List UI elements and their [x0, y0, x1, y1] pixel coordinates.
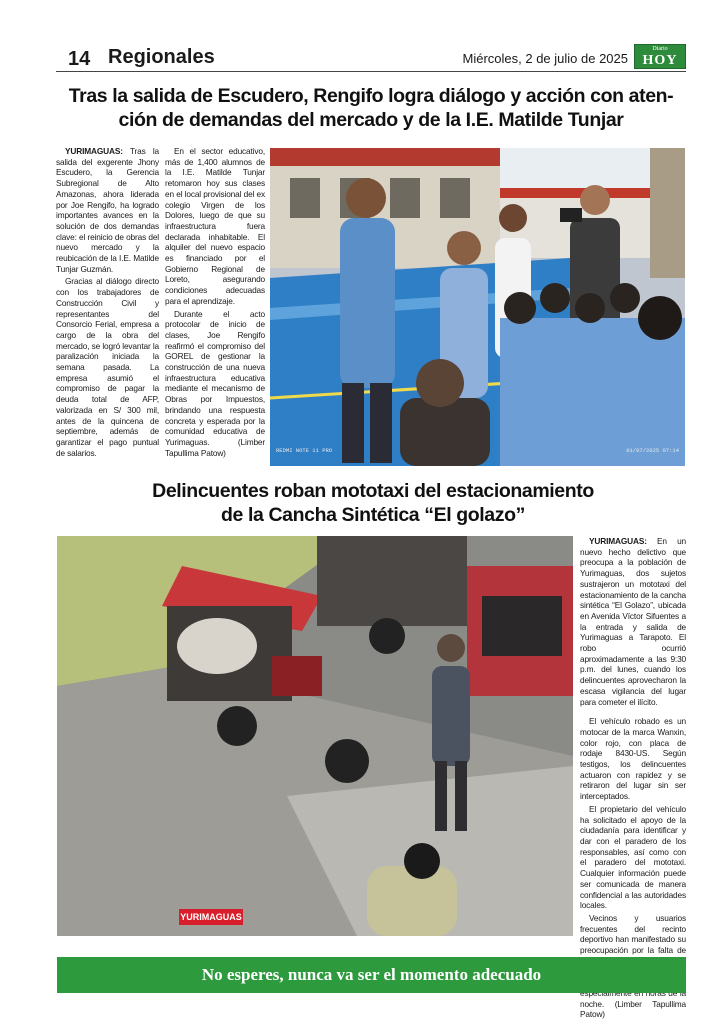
photo-date-stamp: 01/07/2025 07:14	[626, 447, 679, 454]
article1-paragraph-4: Durante el acto protocolar de inicio de clases, Joe Rengifo reafirmó el compromiso del GOREL de gestionar la construcción de una nueva infraestructura educativa mediante el mecanismo de Obras por Impuestos, brindando una respuesta concreta y esperada por la comunidad educativa de Yurimaguas. (Limber Tapullima Patow)	[165, 308, 265, 458]
article2-dateline: YURIMAGUAS:	[589, 536, 647, 546]
article1-column-1	[56, 146, 159, 468]
page-header	[56, 44, 686, 76]
article2-paragraph-3: El propietario del vehículo ha solicitado el apoyo de la ciudadanía para identificar y dar con el paradero de los responsables, así como con el paradero del mototaxi. Cualquier información puede ser comunicada de manera confidencial a las autoridades locales.	[580, 803, 686, 911]
article1-headline-line1: Tras la salida de Escudero, Rengifo logra diálogo y acción con aten-	[68, 85, 674, 107]
section-title: Regionales	[108, 46, 215, 68]
article2-paragraph-4: Vecinos y usuarios frecuentes del recinto deportivo han manifestado su preocupación por la falta de noche. (Limber Tapullima Patow)	[580, 912, 686, 1020]
article2-paragraph-1: YURIMAGUAS: En un nuevo hecho delictivo que preocupa a la población de Yurimaguas, dos sujetos sustrajeron un mototaxi del estacionamiento de la cancha sintética “El Golazo”, ubicada en Avenida Víctor Sifuentes a la entrada y salida de Yurimaguas a Tarapoto. El robo ocurrió aproximadamente a las 9:30 p.m. del lunes, cuando los delincuentes aprovecharon la escasa vigilancia del lugar para cometer el ilícito.	[580, 536, 686, 707]
article2-headline-line2: de la Cancha Sintética “El golazo”	[221, 504, 525, 526]
photo-camera-stamp: REDMI NOTE 11 PRO	[276, 447, 333, 454]
article2-photo	[57, 536, 573, 936]
location-badge: YURIMAGUAS	[179, 909, 243, 925]
page-number: 14	[68, 48, 91, 70]
article1-paragraph-1: YURIMAGUAS: Tras la salida del exgerente Jhony Escudero, la Gerencia Subregional de Alto Amazonas, ahora liderada por Joe Rengifo, ha logrado importantes avances en la solución de dos demandas clave: el reinicio de obras del nuevo mercado y la reubicación de la I.E. Matilde Tunjar Guzmán.	[56, 146, 159, 274]
issue-date: Miércoles, 2 de julio de 2025	[462, 51, 628, 66]
article2-headline	[58, 479, 688, 527]
article1-paragraph-2: Gracias al diálogo directo con los trabajadores de Construcción Civil y representantes del Consorcio Ferial, empresa a cargo de la obra del mercado, se logró levantar la paralización iniciada la semana pasada. La empresa asumió el compromiso de pagar la deuda total de AFP, valorizada en S/ 300 mil, antes de la quincena de septiembre, además de garantizar el pago puntual de salarios.	[56, 276, 159, 458]
article1-paragraph-3: En el sector educativo, más de 1,400 alumnos de la I.E. Matilde Tunjar retomaron hoy sus clases en el local provisional del ex colegio Virgen de los Dolores, luego de que su infraestructura fuera declarada inhabitable. El alquiler del nuevo espacio es financiado por el Gobierno Regional de Loreto, asegurando condiciones adecuadas para el aprendizaje.	[165, 146, 265, 306]
article1-headline-line2: ción de demandas del mercado y de la I.E. Matilde Tunjar	[118, 109, 624, 131]
footer-banner-text: No esperes, nunca va ser el momento adecuado	[201, 965, 542, 984]
school-event-photo-icon	[270, 148, 685, 466]
logo-small-text: Diario	[652, 46, 668, 52]
newspaper-logo	[634, 44, 686, 69]
article1-dateline: YURIMAGUAS:	[65, 146, 123, 156]
article1-headline	[56, 84, 686, 132]
article1-photo	[270, 148, 685, 466]
header-rule	[56, 71, 686, 72]
article2-headline-line1: Delincuentes roban mototaxi del estacionamiento	[152, 480, 594, 502]
article2-column	[580, 536, 686, 1020]
footer-banner	[57, 957, 686, 993]
article1-column-2	[165, 146, 265, 468]
article2-paragraph-2: El vehículo robado es un motocar de la marca Wanxin, color rojo, con placa de rodaje 8430-US. Según testigos, los delincuentes actuaron con rapidez y se retiraron del lugar sin ser interceptados.	[580, 716, 686, 802]
logo-big-text: HOY	[642, 53, 678, 68]
cctv-mototaxi-photo-icon	[57, 536, 573, 936]
